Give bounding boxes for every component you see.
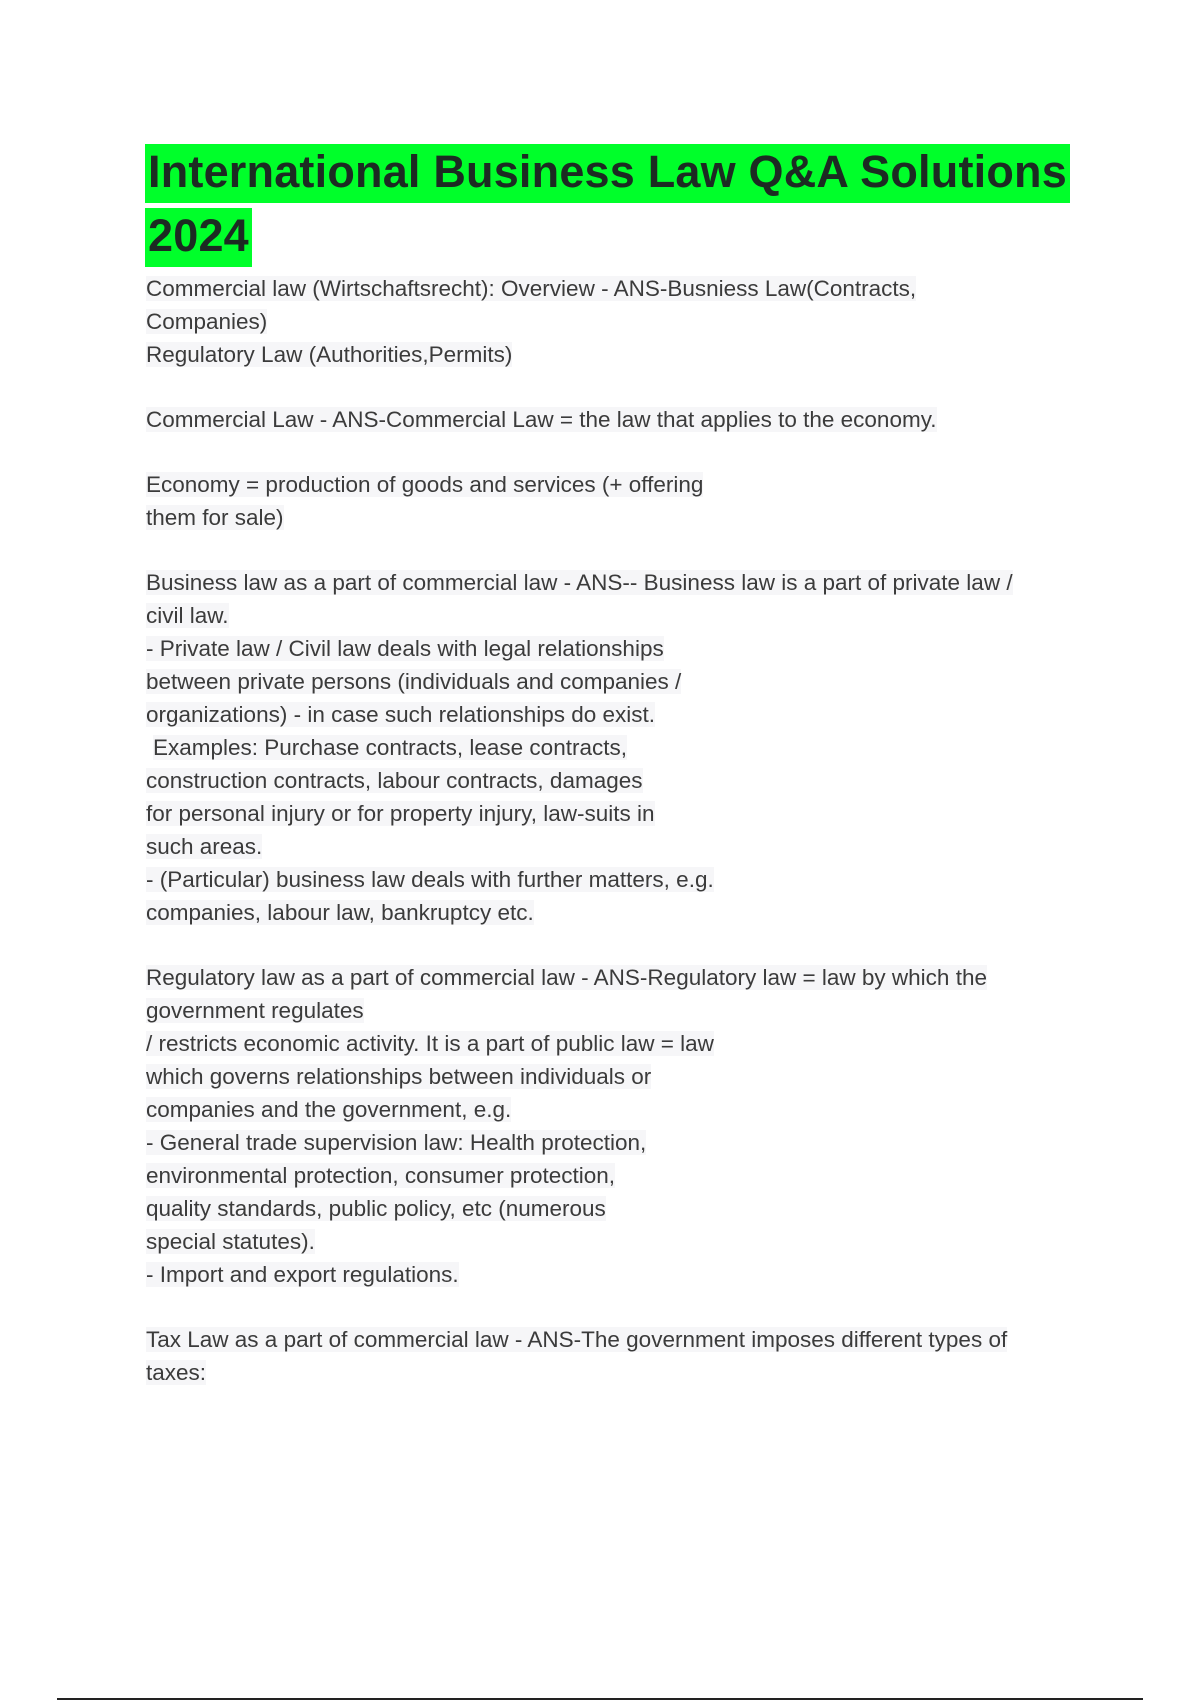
text-line: Tax Law as a part of commercial law - ANS-The government imposes different types of bbox=[146, 1327, 1008, 1352]
text-line: them for sale) bbox=[146, 505, 284, 530]
qa-entry-tax-law bbox=[146, 1323, 1096, 1389]
text-line: Regulatory Law (Authorities,Permits) bbox=[146, 342, 513, 367]
qa-entry-business-law bbox=[146, 566, 1096, 929]
text-line: organizations) - in case such relationships do exist. bbox=[146, 702, 656, 727]
text-line: environmental protection, consumer protection, bbox=[146, 1163, 615, 1188]
text-line: special statutes). bbox=[146, 1229, 315, 1254]
text-line: Economy = production of goods and services (+ offering bbox=[146, 472, 704, 497]
document-title bbox=[145, 140, 1095, 268]
text-line: government regulates bbox=[146, 998, 364, 1023]
text-line: companies, labour law, bankruptcy etc. bbox=[146, 900, 534, 925]
text-line: - Import and export regulations. bbox=[146, 1262, 459, 1287]
text-line: - General trade supervision law: Health protection, bbox=[146, 1130, 647, 1155]
title-line-2 bbox=[145, 204, 1095, 268]
title-line-1 bbox=[145, 140, 1095, 204]
text-line: Commercial law (Wirtschaftsrecht): Overview - ANS-Busniess Law(Contracts, bbox=[146, 276, 917, 301]
text-line: - Private law / Civil law deals with legal relationships bbox=[146, 636, 664, 661]
text-line: companies and the government, e.g. bbox=[146, 1097, 512, 1122]
text-line: such areas. bbox=[146, 834, 263, 859]
document-body bbox=[146, 272, 1096, 1421]
text-line: Examples: Purchase contracts, lease contracts, bbox=[153, 735, 627, 760]
text-line: Business law as a part of commercial law - ANS-- Business law is a part of private law / bbox=[146, 570, 1013, 595]
title-highlight: 2024 bbox=[145, 208, 252, 267]
text-line: - (Particular) business law deals with further matters, e.g. bbox=[146, 867, 714, 892]
text-line: taxes: bbox=[146, 1360, 207, 1385]
qa-entry-commercial-law bbox=[146, 403, 1096, 436]
text-line: / restricts economic activity. It is a part of public law = law bbox=[146, 1031, 714, 1056]
text-line: construction contracts, labour contracts, damages bbox=[146, 768, 643, 793]
title-highlight: International Business Law Q&A Solutions bbox=[145, 144, 1070, 203]
text-line: civil law. bbox=[146, 603, 229, 628]
qa-entry-commercial-law-overview bbox=[146, 272, 1096, 371]
qa-entry-regulatory-law bbox=[146, 961, 1096, 1291]
text-line: Regulatory law as a part of commercial law - ANS-Regulatory law = law by which the bbox=[146, 965, 987, 990]
qa-entry-economy bbox=[146, 468, 1096, 534]
text-line: between private persons (individuals and companies / bbox=[146, 669, 682, 694]
text-line: Companies) bbox=[146, 309, 268, 334]
text-line: for personal injury or for property injury, law-suits in bbox=[146, 801, 655, 826]
text-line: quality standards, public policy, etc (numerous bbox=[146, 1196, 606, 1221]
text-line: Commercial Law - ANS-Commercial Law = the law that applies to the economy. bbox=[146, 407, 937, 432]
text-line: which governs relationships between individuals or bbox=[146, 1064, 652, 1089]
